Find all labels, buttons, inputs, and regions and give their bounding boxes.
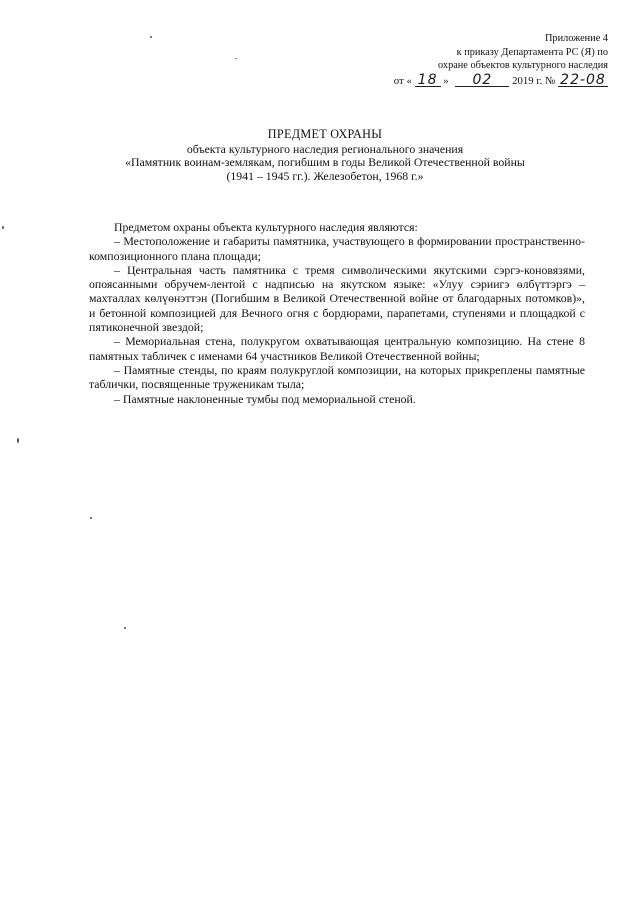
- body-item: – Мемориальная стена, полукругом охватывающая центральную композицию. На стене 8 памятных табличек с именами 64 участников Великой Отечественной войны;: [89, 334, 585, 363]
- scan-speck: [124, 627, 126, 629]
- date-month: 02: [455, 74, 509, 87]
- date-year: 2019 г. №: [512, 74, 556, 87]
- annex-header: [378, 32, 608, 88]
- document-heading: [90, 128, 560, 183]
- annex-number: Приложение 4: [545, 33, 608, 44]
- date-day: 18: [415, 74, 441, 87]
- scan-speck: [90, 517, 92, 519]
- scan-speck: [150, 36, 152, 38]
- date-prefix: от «: [393, 74, 412, 87]
- body-item: – Центральная часть памятника с тремя символическими якутскими сэргэ-коновязями, опоясанными обручем-лентой с надписью на якутском языке: «Улуу сэриигэ өлбүттэргэ – махталлах көлүөнэттэн (Погибшим в Великой Отечественной войне от благодарных потомков)», и бетонной композицией для Вечного огня с бордюрами, парапетами, ступенями и площадкой с пятиконечной звездой;: [89, 262, 585, 335]
- document-body: [89, 220, 585, 406]
- scan-speck: [17, 438, 19, 443]
- annex-order-ref: к приказу Департамента РС (Я) по: [456, 46, 608, 58]
- document-title: ПРЕДМЕТ ОХРАНЫ: [267, 127, 383, 141]
- scan-speck: [2, 226, 4, 229]
- heading-monument-name: «Памятник воинам-землякам, погибшим в годы Великой Отечественной войны: [125, 155, 525, 169]
- heading-monument-dates: (1941 – 1945 гг.). Железобетон, 1968 г.»: [226, 168, 424, 183]
- annex-department: охране объектов культурного наследия: [438, 60, 608, 72]
- order-number: 22-08: [558, 74, 608, 87]
- date-mid: »: [443, 74, 449, 87]
- body-item: – Местоположение и габариты памятника, участвующего в формировании пространственно-композиционного плана площади;: [89, 234, 585, 263]
- body-item: – Памятные наклоненные тумбы под мемориальной стеной.: [114, 391, 416, 406]
- heading-subtitle: объекта культурного наследия регионального значения: [186, 141, 464, 156]
- body-item: – Памятные стенды, по краям полукруглой композиции, на которых прикреплены памятные таблички, посвященные труженикам тыла;: [89, 362, 585, 392]
- body-intro: Предметом охраны объекта культурного наследия являются:: [114, 220, 418, 234]
- annex-date-line: [378, 71, 608, 89]
- scan-speck: [235, 58, 237, 59]
